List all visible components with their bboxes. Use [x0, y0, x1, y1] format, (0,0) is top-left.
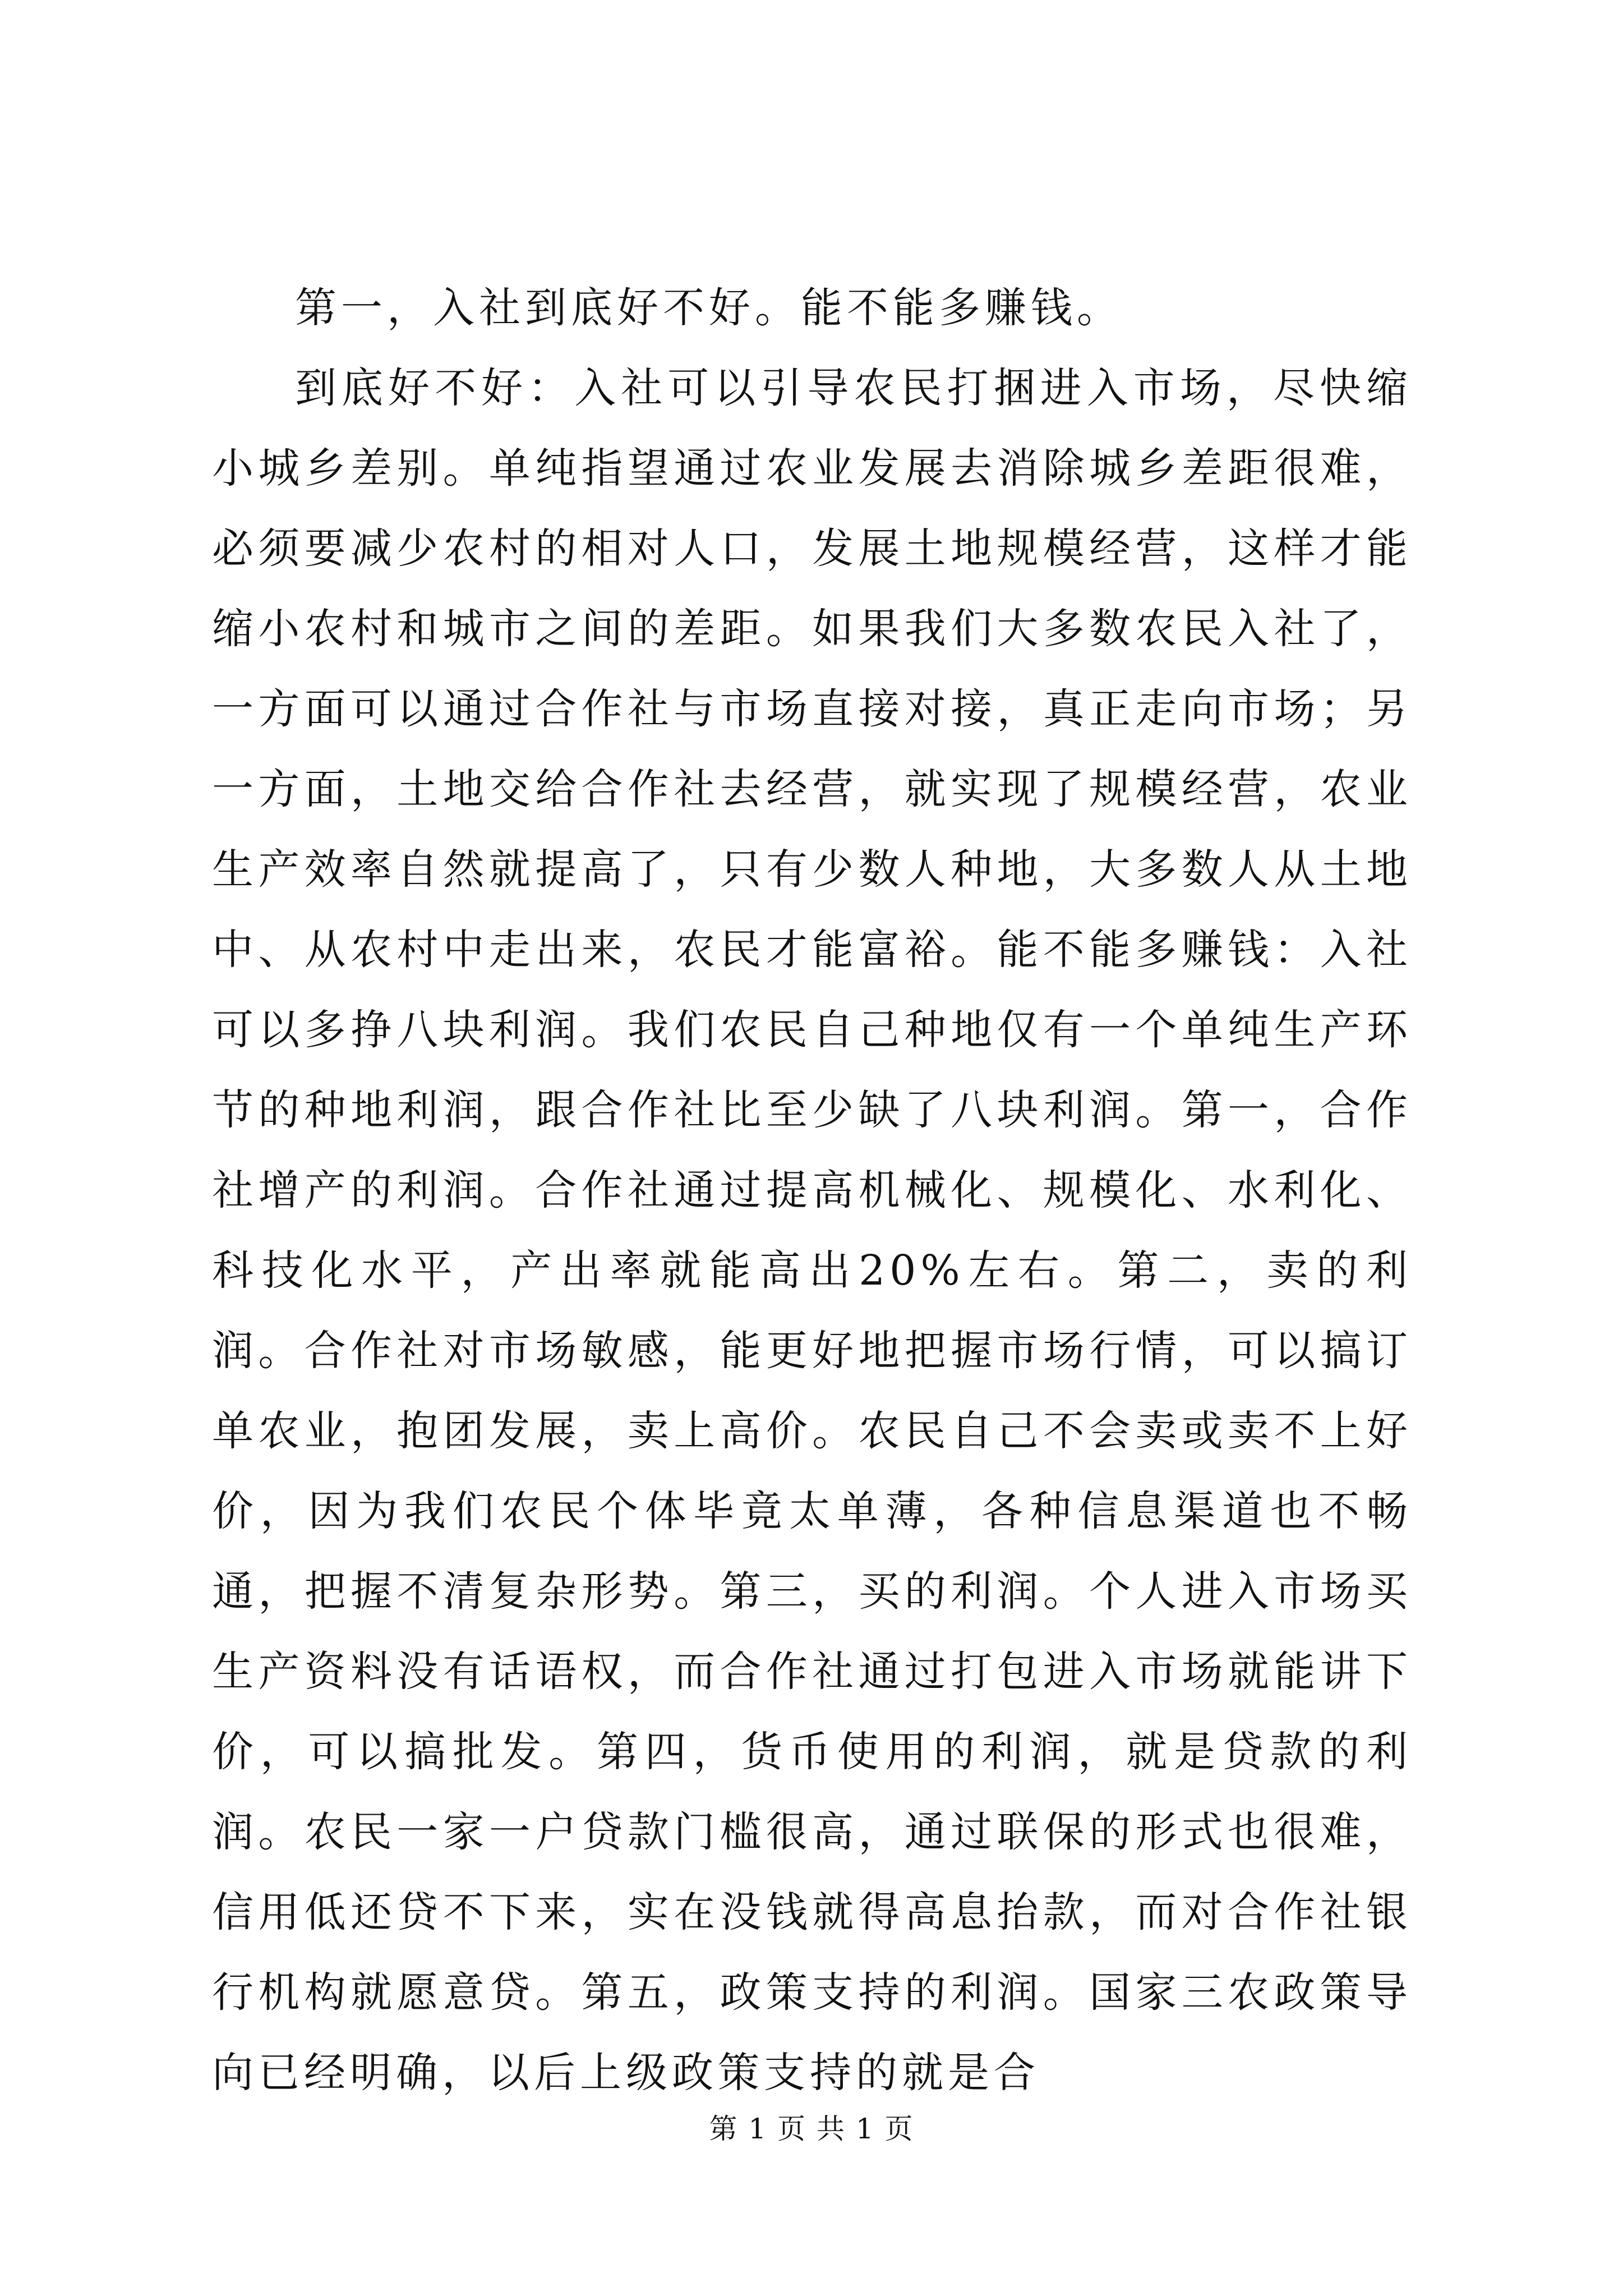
page-footer: 第 1 页 共 1 页	[709, 2113, 914, 2145]
paragraph-heading-line: 第一，入社到底好不好。能不能多赚钱。	[295, 284, 1123, 332]
paragraph-main-text: 到底好不好：入社可以引导农民打捆进入市场，尽快缩小城乡差别。单纯指望通过农业发展去消除城乡差距很难，必须要减少农村的相对人口，发展土地规模经营，这样才能缩小农村和城市之间的差距。如果我们大多数农民入社了，一方面可以通过合作社与市场直接对接，真正走向市场；另一方面，土地交给合作社去经营，就实现了规模经营，农业生产效率自然就提高了，只有少数人种地，大多数人从土地中、从农村中走出来，农民才能富裕。能不能多赚钱：入社可以多挣八块利润。我们农民自己种地仅有一个单纯生产环节的种地利润，跟合作社比至少缺了八块利润。第一，合作社增产的利润。合作社通过提高机械化、规模化、水利化、科技化水平，产出率就能高出20%左右。第二，卖的利润。合作社对市场敏感，能更好地把握市场行情，可以搞订单农业，抱团发展，卖上高价。农民自己不会卖或卖不上好价，因为我们农民个体毕竟太单薄，各种信息渠道也不畅通，把握不清复杂形势。第三，买的利润。个人进入市场买生产资料没有话语权，而合作社通过打包进入市场就能讲下价，可以搞批发。第四，货币使用的利润，就是贷款的利润。农民一家一户贷款门槛很高，通过联保的形式也很难，信用低还贷不下来，实在没钱就得高息抬款，而对合作社银行机构就愿意贷。第五，政策支持的利润。国家三农政策导向已经明确，以后上级政策支持的就是合	[212, 364, 1412, 2097]
document-body	[212, 268, 1412, 2113]
